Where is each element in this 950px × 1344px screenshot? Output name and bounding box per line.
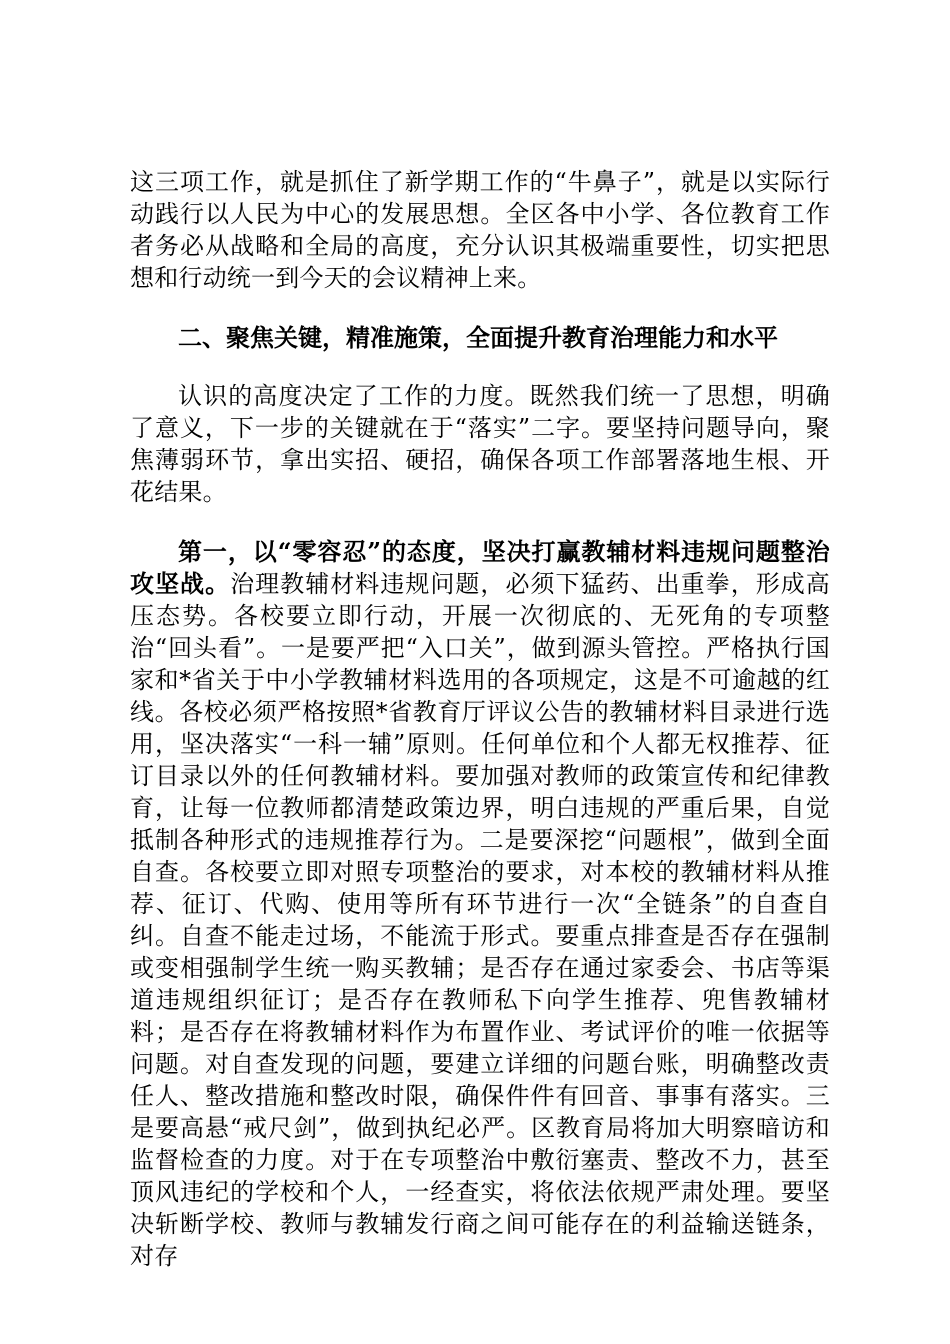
paragraph-3-body: 治理教辅材料违规问题，必须下猛药、出重拳，形成高压态势。各校要立即行动，开展一次彻底的、无死角的专项整治“回头看”。一是要严把“入口关”，做到源头管控。严格执行国家和*省关于中小学教辅材料选用的各项规定，这是不可逾越的红线。各校必须严格按照*省教育厅评议公告的教辅材料目录进行选用，坚决落实“一科一辅”原则。任何单位和个人都无权推荐、征订目录以外的任何教辅材料。要加强对教师的政策宣传和纪律教育，让每一位教师都清楚政策边界，明白违规的严重后果，自觉抵制各种形式的违规推荐行为。二是要深挖“问题根”，做到全面自查。各校要立即对照专项整治的要求，对本校的教辅材料从推荐、征订、代购、使用等所有环节进行一次“全链条”的自查自纠。自查不能走过场，不能流于形式。要重点排查是否存在强制或变相强制学生统一购买教辅；是否存在通过家委会、书店等渠道违规组织征订；是否存在教师私下向学生推荐、兜售教辅材料；是否存在将教辅材料作为布置作业、考试评价的唯一依据等问题。对自查发现的问题，要建立详细的问题台账，明确整改责任人、整改措施和整改时限，确保件件有回音、事事有落实。三是要高悬“戒尺剑”，做到执纪必严。区教育局将加大明察暗访和监督检查的力度。对于在专项整治中敷衍塞责、整改不力，甚至顶风违纪的学校和个人，一经查实，将依法依规严肃处理。要坚决斩断学校、教师与教辅发行商之间可能存在的利益输送链条，对存 [130, 570, 830, 1270]
paragraph-3-lead: 第一，以“零容忍”的态度，坚决打赢教辅材料违规问题整治攻坚战。 [130, 537, 830, 598]
document-page [130, 166, 830, 1272]
section-heading-2: 二、聚焦关键，精准施策，全面提升教育治理能力和水平 [178, 323, 778, 352]
paragraph-2: 认识的高度决定了工作的力度。既然我们统一了思想，明确了意义，下一步的关键就在于“落实”二字。要坚持问题导向，聚焦薄弱环节，拿出实招、硬招，确保各项工作部署落地生根、开花结果。 [130, 382, 830, 506]
paragraph-3 [130, 536, 830, 1272]
paragraph-1: 这三项工作，就是抓住了新学期工作的“牛鼻子”，就是以实际行动践行以人民为中心的发展思想。全区各中小学、各位教育工作者务必从战略和全局的高度，充分认识其极端重要性，切实把思想和行动统一到今天的会议精神上来。 [130, 168, 830, 292]
